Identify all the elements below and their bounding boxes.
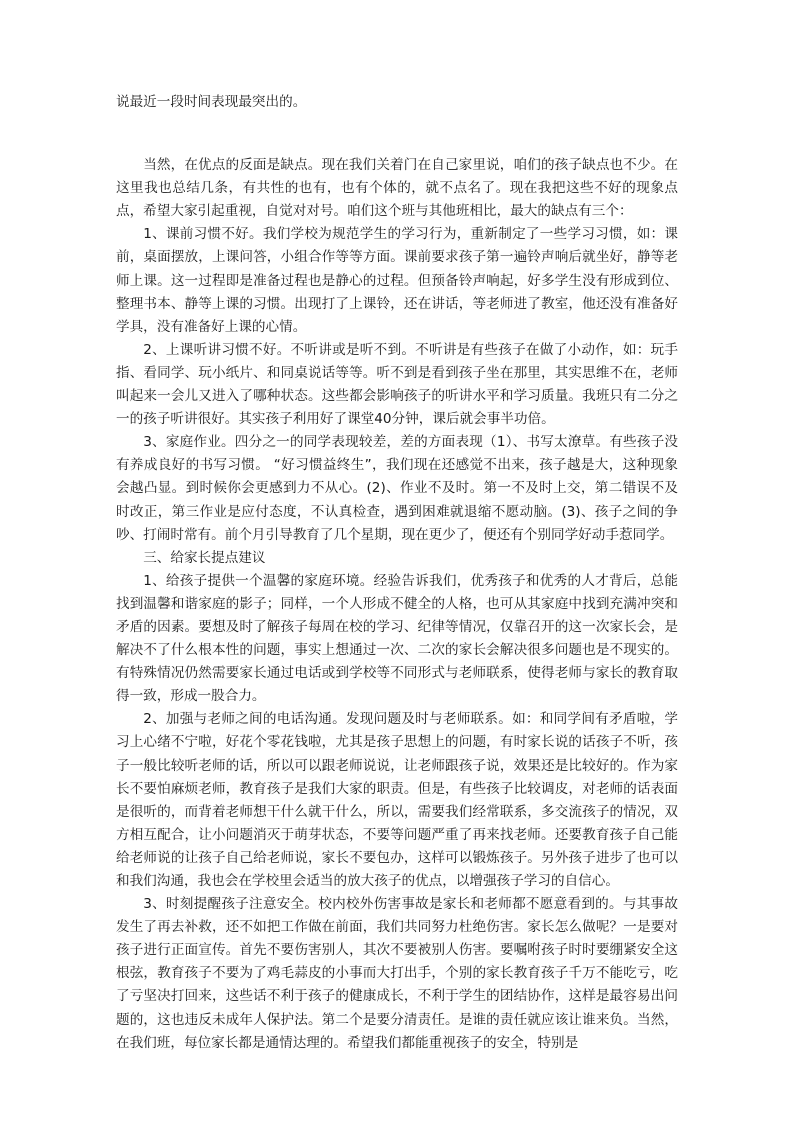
paragraph-family-environment: 1、给孩子提供一个温馨的家庭环境。经验告诉我们，优秀孩子和优秀的人才背后，总能找到温馨和谐家庭的影子；同样，一个人形成不健全的人格，也可从其家庭中找到充满冲突和矛盾的因素。要想及时了解孩子每周在校的学习、纪律等情况，仅靠召开的这一次家长会，是解决不了什么根本性的问题，事实上想通过一次、二次的家长会解决很多问题也是不现实的。有特殊情况仍然需要家长通过电话或到学校等不同形式与老师联系，使得老师与家长的教育取得一致，形成一股合力。 [116, 572, 678, 705]
paragraph-homework: 3、家庭作业。四分之一的同学表现较差，差的方面表现（1）、书写太潦草。有些孩子没有养成良好的书写习惯。 “好习惯益终生”，我们现在还感觉不出来，孩子越是大，这种现象会越凸显。到时候你会更感到力不从心。(2)、作业不及时。第一不及时上交，第二错误不及时改正，第三作业是应付态度，不认真检查，遇到困难就退缩不愿动脑。(3)、孩子之间的争吵、打闹时常有。前个月引导教育了几个星期，现在更少了，便还有个别同学好动手惹同学。 [116, 434, 678, 543]
paragraph-habit-listening: 2、上课听讲习惯不好。不听讲或是听不到。不听讲是有些孩子在做了小动作，如：玩手指、看同学、玩小纸片、和同桌说话等等。听不到是看到孩子坐在那里，其实思维不在，老师叫起来一会儿又进入了哪种状态。这些都会影响孩子的听讲水平和学习质量。我班只有二分之一的孩子听讲很好。其实孩子利用好了课堂40分钟，课后就会事半功倍。 [116, 341, 678, 428]
paragraph-safety: 3、时刻提醒孩子注意安全。校内校外伤害事故是家长和老师都不愿意看到的。与其事故发生了再去补救，还不如把工作做在前面，我们共同努力杜绝伤害。家长怎么做呢？一是要对孩子进行正面宣传。首先不要伤害别人，其次不要被别人伤害。要嘱咐孩子时时要绷紧安全这根弦，教育孩子不要为了鸡毛蒜皮的小事而大打出手，个别的家长教育孩子千万不能吃亏，吃了亏坚决打回来，这些话不利于孩子的健康成长，不利于学生的团结协作，这样是最容易出问题的，这也违反未成年人保护法。第二个是要分清责任。是谁的责任就应该让谁来负。当然，在我们班，每位家长都是通情达理的。希望我们都能重视孩子的安全，特别是 [116, 896, 678, 1051]
paragraph-shortcomings-intro: 当然，在优点的反面是缺点。现在我们关着门在自己家里说，咱们的孩子缺点也不少。在这里我也总结几条，有共性的也有，也有个体的，就不点名了。现在我把这些不好的现象点点，希望大家引起重视，自觉对对号。咱们这个班与其他班相比，最大的缺点有三个： [116, 157, 678, 220]
paragraph-habit-before-class: 1、课前习惯不好。我们学校为规范学生的学习行为，重新制定了一些学习习惯，如：课前，桌面摆放，上课问答，小组合作等等方面。课前要求孩子第一遍铃声响后就坐好，静等老师上课。这一过程即是准备过程也是静心的过程。但预备铃声响起，好多学生没有形成到位、整理书本、静等上课的习惯。出现打了上课铃，还在讲话，等老师进了教室，他还没有准备好学具，没有准备好上课的心情。 [116, 226, 678, 335]
section-heading-parent-suggestions: 三、给家长提点建议 [143, 549, 266, 566]
paragraph-intro-end: 说最近一段时间表现最突出的。 [116, 94, 307, 110]
document-page [116, 91, 678, 1055]
paragraph-teacher-communication: 2、加强与老师之间的电话沟通。发现问题及时与老师联系。如：和同学间有矛盾啦，学习上心绪不宁啦，好花个零花钱啦，尤其是孩子思想上的问题，有时家长说的话孩子不听，孩子一般比较听老师的话，所以可以跟老师说说，让老师跟孩子说，效果还是比较好的。作为家长不要怕麻烦老师，教育孩子是我们大家的职责。但是，有些孩子比较调皮，对老师的话表面是很听的，而背着老师想干什么就干什么，所以，需要我们经常联系，多交流孩子的情况，双方相互配合，让小问题消灭于萌芽状态，不要等问题严重了再来找老师。还要教育孩子自己能给老师说的让孩子自己给老师说，家长不要包办，这样可以锻炼孩子。另外孩子进步了也可以和我们沟通，我也会在学校里会适当的放大孩子的优点，以增强孩子学习的自信心。 [116, 711, 678, 889]
